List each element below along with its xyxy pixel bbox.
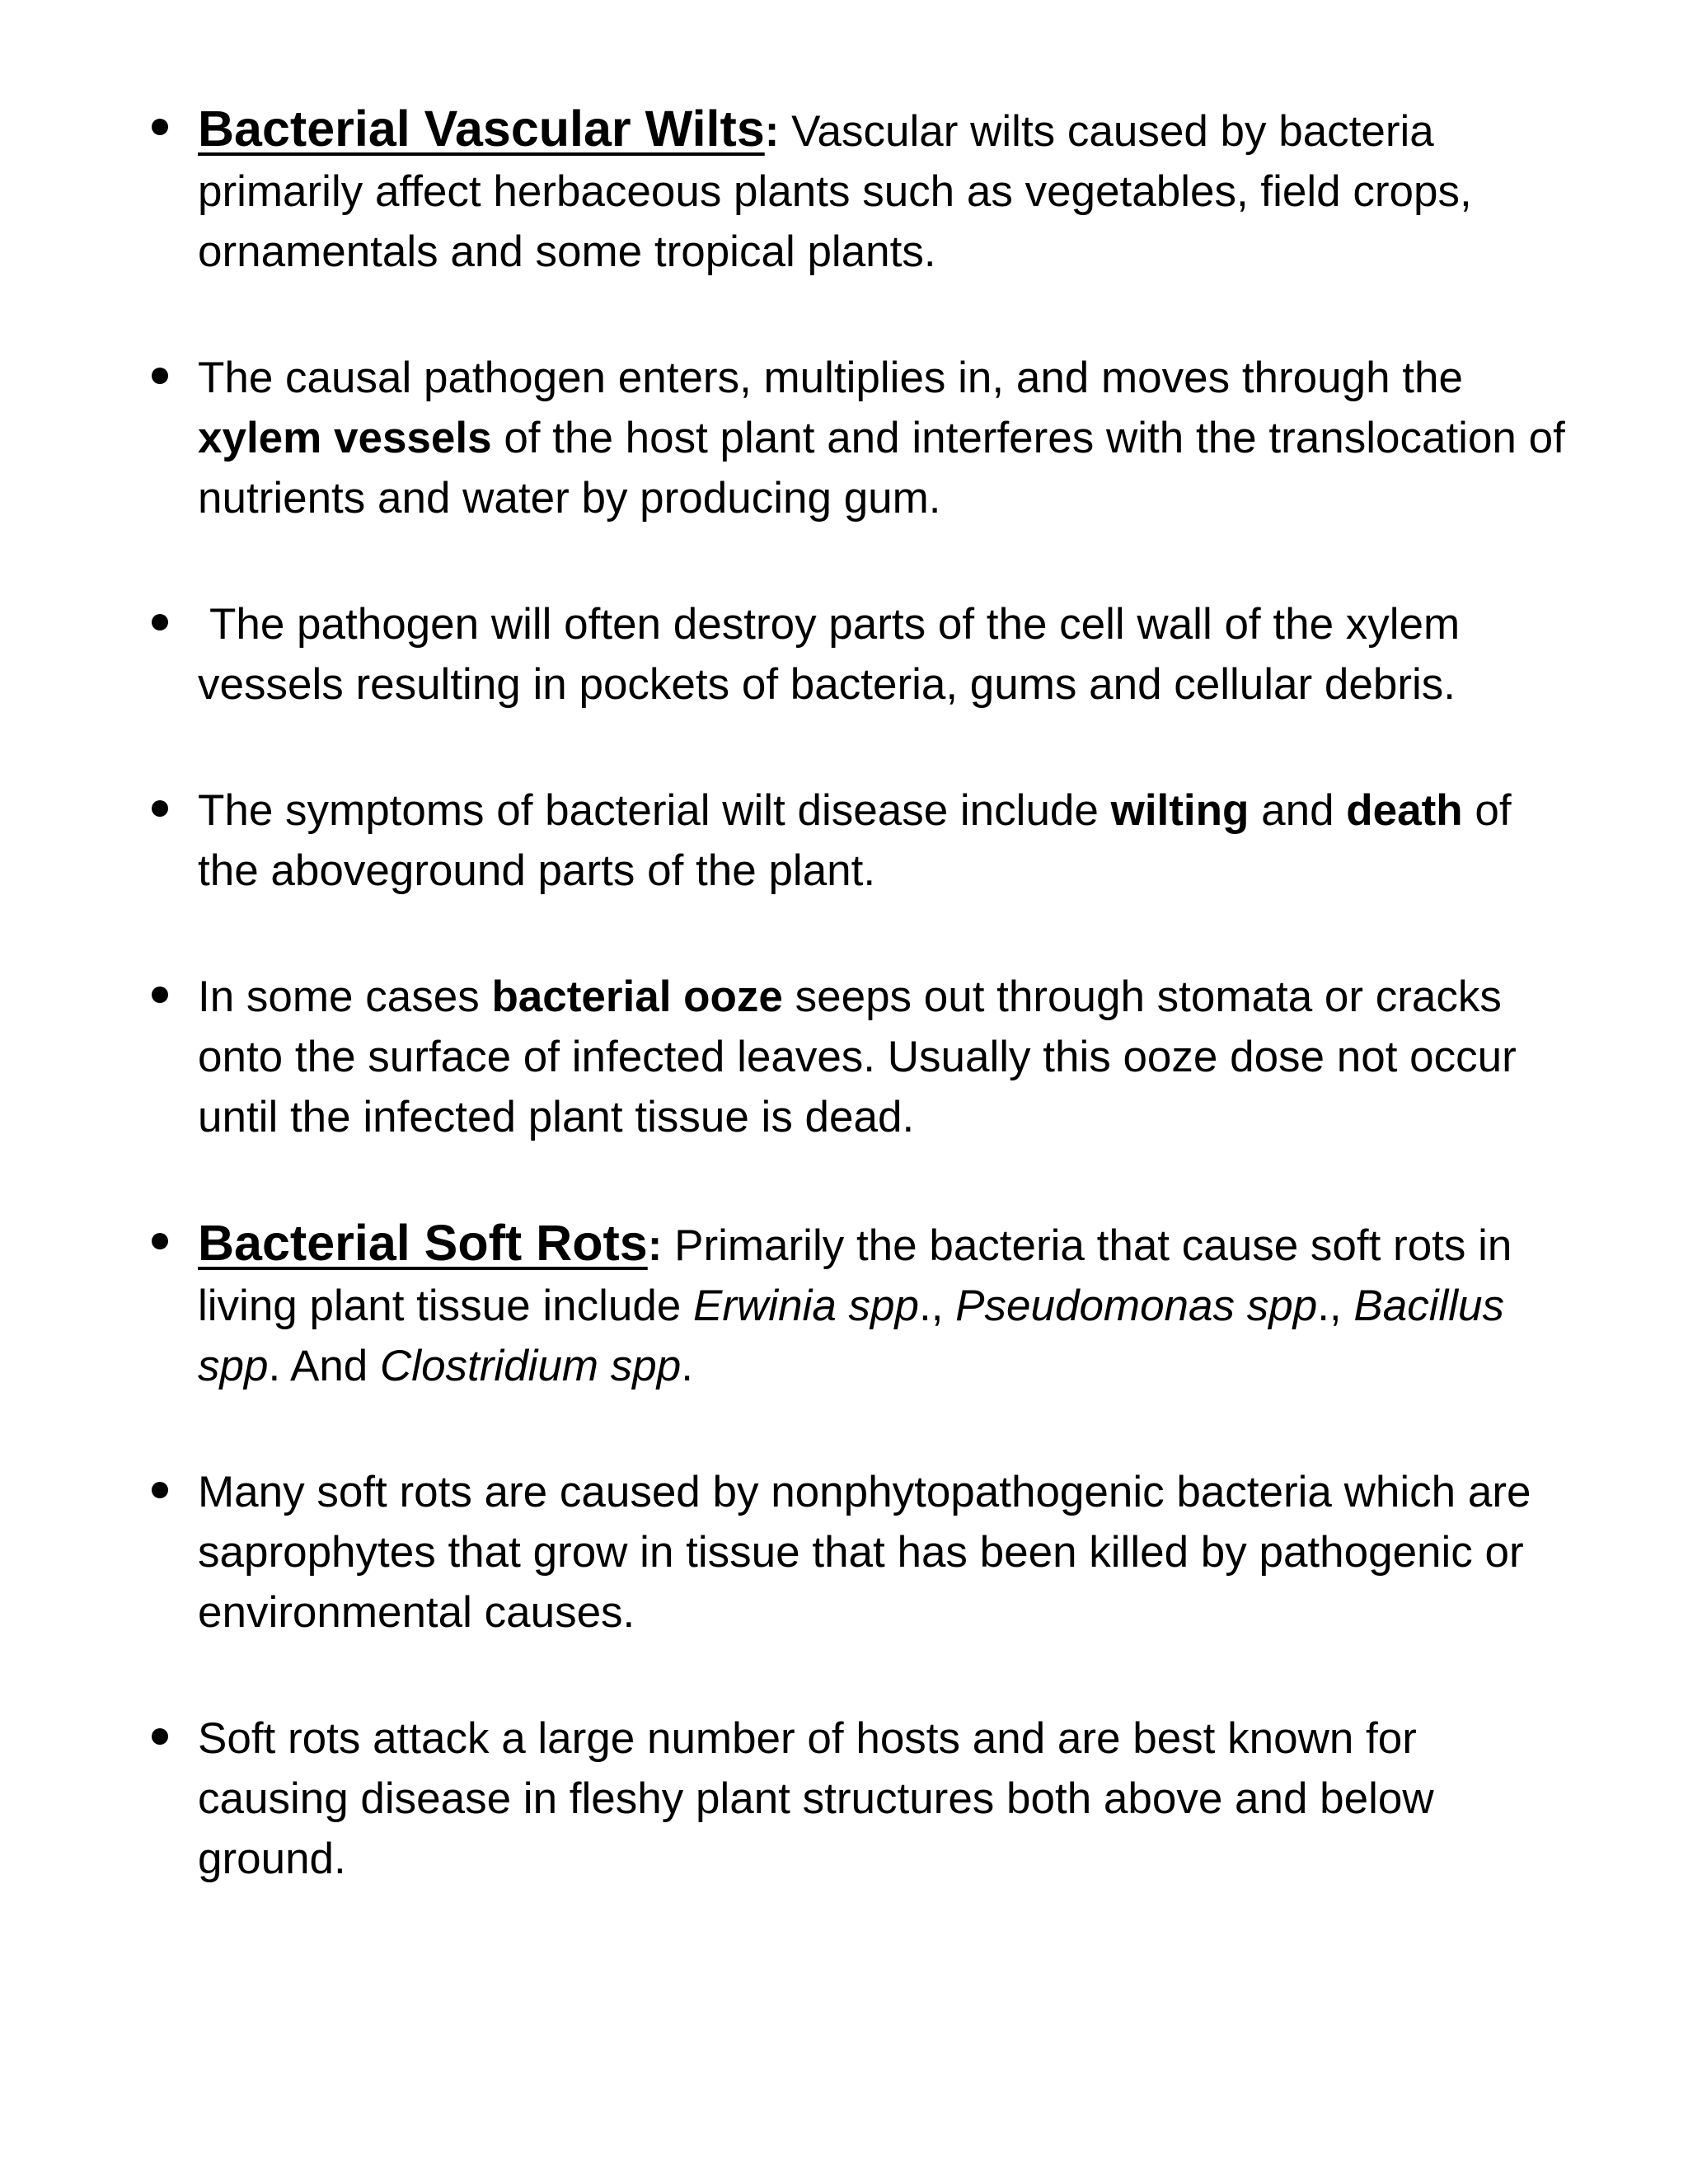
section-heading: Bacterial Soft Rots (198, 1215, 648, 1271)
item-text: Vascular wilts caused by bacteria primarily affect herbaceous plants such as vegetables, field crops, ornamentals and some tropical plants. (198, 107, 1472, 276)
bold-term: xylem vessels (198, 414, 492, 462)
italic-genus: Pseudomonas spp (955, 1282, 1318, 1330)
item-text: The symptoms of bacterial wilt disease include (198, 786, 1111, 835)
item-text: In some cases (198, 972, 492, 1021)
bullet-icon (152, 800, 168, 817)
item-text: The pathogen will often destroy parts of the cell wall of the xylem vessels resulting in pockets of bacteria, gums and cellular debris. (198, 600, 1461, 709)
bullet-icon (152, 614, 168, 630)
bullet-icon (152, 1728, 168, 1745)
item-text: of the host plant and interferes with the translocation of nutrients and water by producing gum. (198, 414, 1565, 523)
bullet-icon (152, 987, 168, 1003)
item-text: The causal pathogen enters, multiplies in, and moves through the (198, 354, 1463, 402)
list-item-soft-rots (148, 1213, 1566, 1396)
list-item-causal-pathogen (148, 348, 1566, 528)
item-text: Many soft rots are caused by nonphytopathogenic bacteria which are saprophytes that grow in tissue that has been killed by pathogenic or environmental causes. (198, 1468, 1531, 1637)
item-text: of the aboveground parts of the plant. (198, 786, 1512, 895)
item-text: Primarily the bacteria that cause soft rots in living plant tissue include (198, 1221, 1512, 1330)
bullet-icon (152, 1482, 168, 1498)
list-item-hosts (148, 1708, 1566, 1889)
list-item-vascular-wilts (148, 99, 1566, 282)
bold-term: wilting (1110, 786, 1250, 835)
list-item-cell-wall (148, 594, 1566, 715)
bold-term: bacterial ooze (491, 972, 783, 1021)
list-item-bacterial-ooze (148, 967, 1566, 1147)
item-text: . And (268, 1342, 381, 1390)
bullet-icon (152, 368, 168, 384)
section-heading: Bacterial Vascular Wilts (198, 101, 765, 157)
item-text: . (681, 1342, 693, 1390)
item-text: ., (918, 1282, 956, 1330)
italic-genus: Bacillus spp (198, 1282, 1505, 1390)
bold-term: death (1346, 786, 1463, 835)
bullet-icon (152, 1233, 168, 1249)
italic-genus: Clostridium spp (380, 1342, 682, 1390)
item-text: Soft rots attack a large number of hosts and are best known for causing disease in fleshy plant structures both above and below ground. (198, 1714, 1434, 1883)
heading-colon: : (764, 107, 780, 156)
heading-colon: : (647, 1221, 663, 1270)
item-text: seeps out through stomata or cracks onto the surface of infected leaves. Usually this ooze dose not occur until the infected plant tissue is dead. (198, 972, 1517, 1141)
bullet-icon (152, 119, 168, 135)
list-item-nonphytopathogenic (148, 1462, 1566, 1643)
italic-genus: Erwinia spp (693, 1282, 919, 1330)
item-text: and (1249, 786, 1347, 835)
item-text: ., (1317, 1282, 1354, 1330)
bullet-list (148, 99, 1566, 1955)
list-item-symptoms (148, 780, 1566, 901)
